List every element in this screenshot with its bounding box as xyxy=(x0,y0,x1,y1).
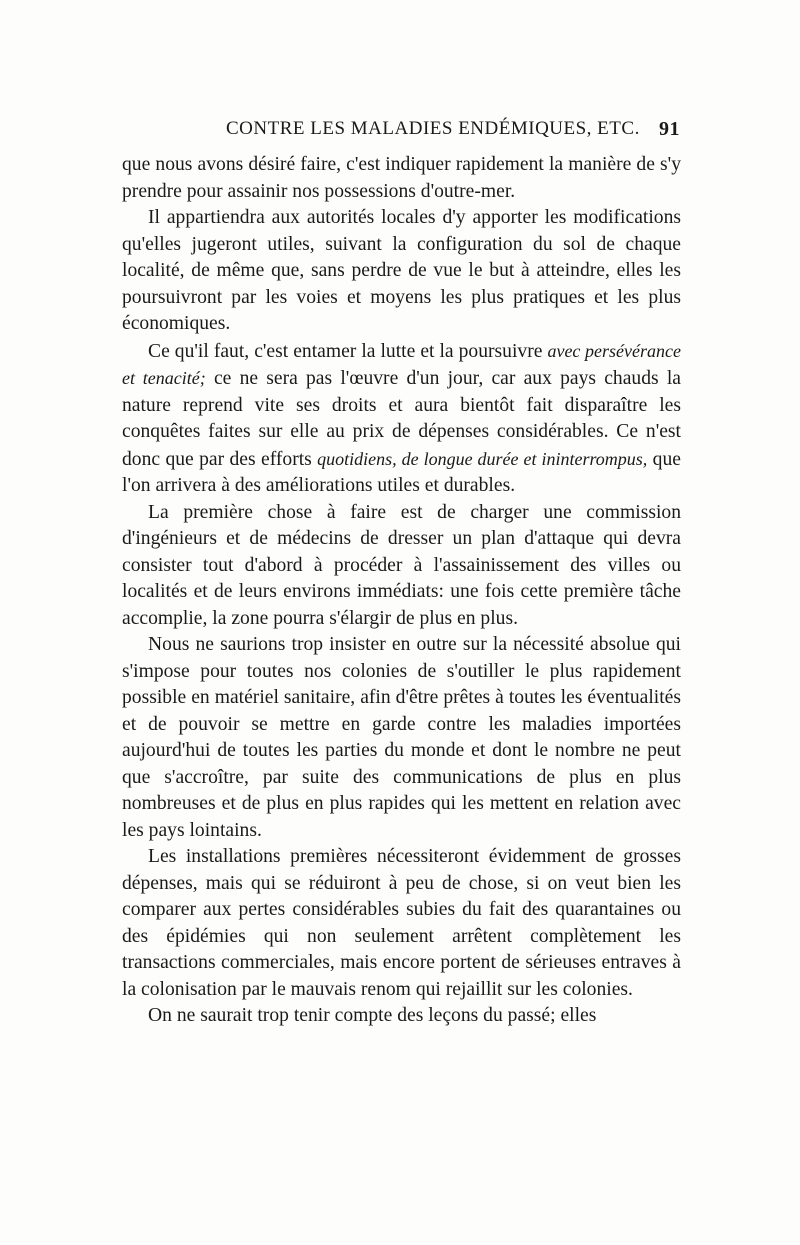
paragraph-1-text: que nous avons désiré faire, c'est indiquer rapidement la manière de s'y prendre pour assainir nos possessions d'outre-mer. xyxy=(122,154,681,202)
paragraph-7 xyxy=(122,1003,681,1030)
paragraph-2 xyxy=(122,205,681,338)
paragraph-3-text-b: ce ne sera pas l'œuvre d'un jour, car aux pays chauds la nature reprend vite ses droits et aura bientôt fait disparaître les conquêtes faites sur elle au prix de dépenses considérables. Ce n'est donc que par des efforts xyxy=(122,368,681,470)
paragraph-4-text: La première chose à faire est de charger une commission d'ingénieurs et de médecins de dresser un plan d'attaque qui devra consister tout d'abord à procéder à l'assainissement des villes ou localités et de leurs environs immédiats: une fois cette première tâche accomplie, la zone pourra s'élargir de plus en plus. xyxy=(122,501,681,629)
paragraph-3-italic-b: quotidiens, de longue durée et ininterrompus, xyxy=(317,448,648,469)
running-title: CONTRE LES MALADIES ENDÉMIQUES, ETC. xyxy=(226,118,640,139)
paragraph-3-text-c: que l'on arrivera à des améliorations utiles et durables. xyxy=(122,448,681,496)
body-text xyxy=(122,152,681,1030)
page-number: 91 xyxy=(659,118,680,140)
running-header xyxy=(124,118,680,148)
paragraph-1 xyxy=(122,152,681,205)
paragraph-3-text-a: Ce qu'il faut, c'est entamer la lutte et la poursuivre xyxy=(148,340,548,362)
paragraph-7-text: On ne saurait trop tenir compte des leçons du passé; elles xyxy=(148,1005,597,1026)
paragraph-6-text: Les installations premières nécessiteront évidemment de grosses dépenses, mais qui se réduiront à peu de chose, si on veut bien les comparer aux pertes considérables subies du fait des quarantaines ou des épidémies qui non seulement arrêtent complètement les transactions commerciales, mais encore portent de sérieuses entraves à la colonisation par le mauvais renom qui rejaillit sur les colonies. xyxy=(122,846,681,1000)
paragraph-5-text: Nous ne saurions trop insister en outre sur la nécessité absolue qui s'impose pour toutes nos colonies de s'outiller le plus rapidement possible en matériel sanitaire, afin d'être prêtes à toutes les éventualités et de pouvoir se mettre en garde contre les maladies importées aujourd'hui de toutes les parties du monde et dont le nombre ne peut que s'accroître, par suite des communications de plus en plus nombreuses et de plus en plus rapides qui les mettent en relation avec les pays lointains. xyxy=(122,634,681,841)
paragraph-4 xyxy=(122,500,681,633)
paragraph-2-text: Il appartiendra aux autorités locales d'y apporter les modifications qu'elles jugeront utiles, suivant la configuration du sol de chaque localité, de même que, sans perdre de vue le but à atteindre, elles les poursuivront par les voies et moyens les plus pratiques et les plus économiques. xyxy=(122,207,681,334)
paragraph-3-italic-a: avec persévérance et tenacité; xyxy=(122,340,681,388)
paragraph-5 xyxy=(122,632,681,844)
paragraph-3 xyxy=(122,338,681,500)
paragraph-6 xyxy=(122,844,681,1003)
